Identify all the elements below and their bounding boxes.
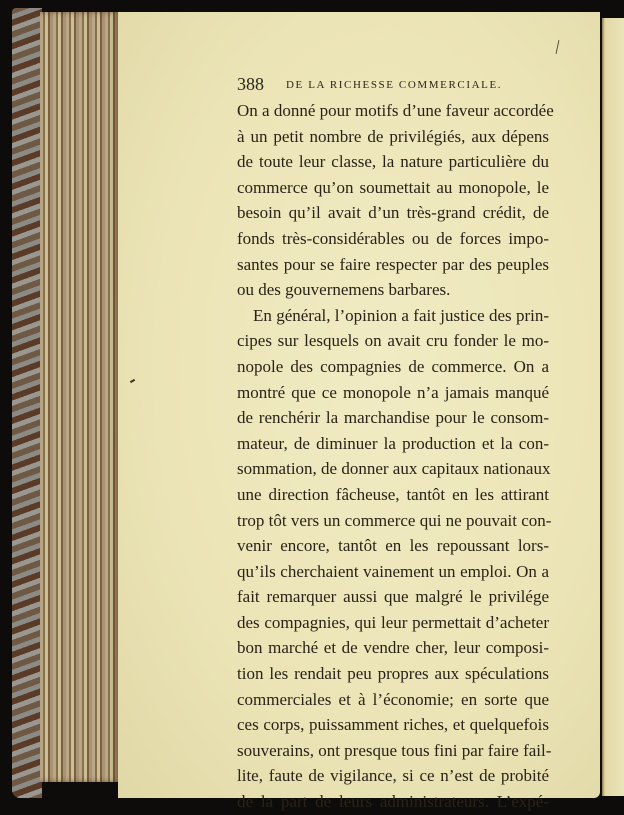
text-line: cipes sur lesquels on avait cru fonder le mo- bbox=[237, 331, 549, 351]
text-line: bon marché et de vendre cher, leur composi- bbox=[237, 638, 549, 658]
text-line: sommation, de donner aux capitaux nationaux bbox=[237, 459, 551, 479]
text-line: ou des gouvernemens barbares. bbox=[237, 280, 451, 300]
text-line: besoin qu’il avait d’un très-grand crédit, de bbox=[237, 203, 549, 223]
page-number: 388 bbox=[237, 74, 264, 94]
running-head: DE LA RICHESSE COMMERCIALE. bbox=[286, 79, 503, 91]
text-line: On a donné pour motifs d’une faveur accordée bbox=[237, 101, 554, 120]
text-line: de la part de leurs administrateurs. L’expé- bbox=[237, 792, 549, 812]
text-line: de toute leur classe, la nature particulière du bbox=[237, 152, 549, 172]
page-header bbox=[237, 74, 557, 96]
text-line: ces corps, puissamment riches, et quelquefois bbox=[237, 715, 549, 735]
text-line: à un petit nombre de privilégiés, aux dépens bbox=[237, 126, 549, 146]
text-line: nopole des compagnies de commerce. On a bbox=[237, 356, 549, 376]
text-line: qu’ils cherchaient vainement un emploi. On a bbox=[237, 561, 549, 581]
page-fore-edge bbox=[40, 12, 120, 782]
text-line: venir encore, tantôt en les repoussant lors- bbox=[237, 536, 549, 556]
adjacent-page-edge bbox=[602, 18, 624, 796]
text-line: En général, l’opinion a fait justice des prin- bbox=[253, 305, 549, 325]
text-line: lite, faute de vigilance, si ce n’est de probité bbox=[237, 766, 549, 786]
text-line: commerciales et à l’économie; en sorte que bbox=[237, 689, 549, 709]
text-line: commerce qu’on soumettait au monopole, le bbox=[237, 177, 549, 197]
text-line: trop tôt vers un commerce qui ne pouvait con- bbox=[237, 510, 552, 530]
text-line: santes pour se faire respecter par des peuples bbox=[237, 254, 549, 274]
text-line: tion les rendait peu propres aux spéculations bbox=[237, 664, 549, 684]
text-line: fait remarquer aussi que malgré le privilége bbox=[237, 587, 549, 607]
text-line: montré que ce monopole n’a jamais manqué bbox=[237, 382, 549, 402]
text-line: mateur, de diminuer la production et la con- bbox=[237, 433, 549, 453]
text-line: une direction fâcheuse, tantôt en les attirant bbox=[237, 484, 549, 504]
text-line: des compagnies, qui leur permettait d’acheter bbox=[237, 612, 549, 632]
text-line: fonds très-considérables ou de forces impo- bbox=[237, 228, 549, 248]
body-text bbox=[237, 98, 554, 815]
text-line: de renchérir la marchandise pour le consom- bbox=[237, 408, 549, 428]
text-line: souverains, ont presque tous fini par faire fail- bbox=[237, 740, 552, 760]
book-cover-marbled bbox=[12, 8, 42, 798]
